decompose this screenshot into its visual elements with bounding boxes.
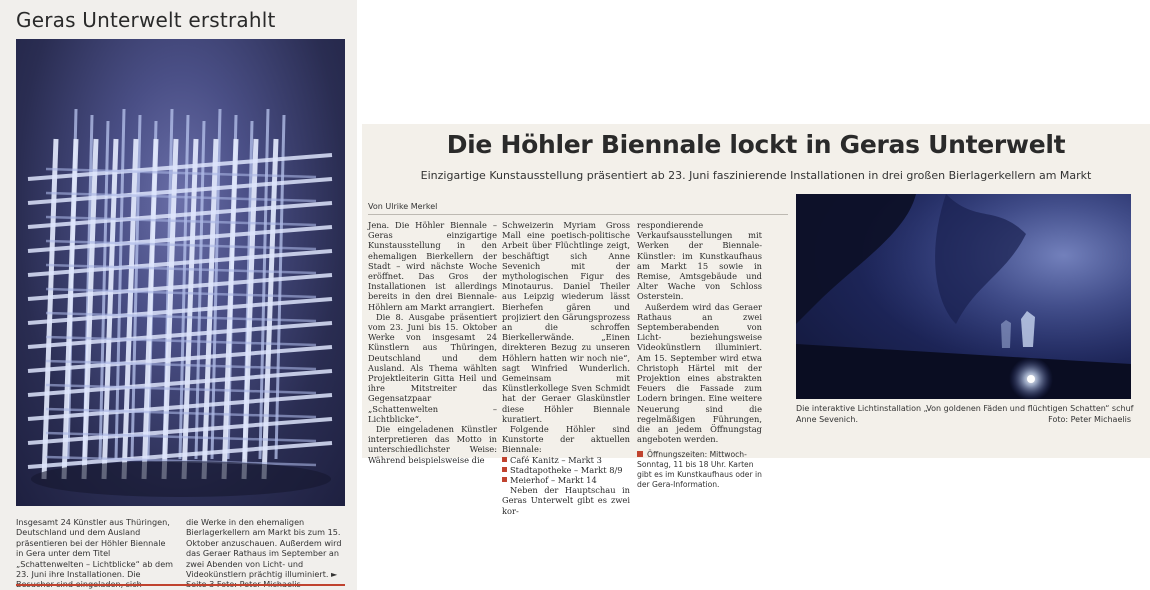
left-caption-col1: Insgesamt 24 Künstler aus Thüringen, Deutschland und dem Ausland präsentieren bei der Höhler Biennale in Gera unter dem Titel „Schattenwelten – Lichtblicke“ ab dem 23. Juni ihre Installationen. Die xyxy=(16,517,174,580)
byline: Von Ulrike Merkel xyxy=(368,202,438,211)
cellar-scene-graphic xyxy=(796,194,1131,399)
paragraph: Schweizerin Myriam Gross Mall eine poetisch-politische Arbeit über Flüchtlinge zeigt, beschäftigt sich Anne Sevenich mit der mythologischen Figur des Minotaurus. Daniel Theiler aus Leipzig wiederum lässt Bierhefen gären und projiziert den Gärungsprozess an die schroffen Bierkellerwände. „Einen direkteren Bezug zu unseren Höhlern hatten wir noch nie“, sagt Winfried Wunderlich. Gemeinsam mit Künstlerkollege Sven Schmidt hat der Geraer Glaskünstler diese Höhler Biennale kuratiert. xyxy=(502,220,630,424)
lattice-bar xyxy=(44,139,56,479)
paragraph: Neben der Hauptschau in Geras Unterwelt gibt es zwei kor- xyxy=(502,485,630,516)
accent-rule xyxy=(16,584,345,586)
left-headline: Geras Unterwelt erstrahlt xyxy=(16,8,276,32)
left-clipping xyxy=(0,0,357,590)
opening-hours-info: Öffnungszeiten: Mittwoch-Sonntag, 11 bis 18 Uhr. Karten gibt es im Kunstkaufhaus oder in der Gera-Information. xyxy=(637,450,762,490)
paragraph: Die eingeladenen Künstler interpretieren das Motto in unterschiedlichster Weise: Während beispielsweise die xyxy=(368,424,497,465)
location-item: Meierhof – Markt 14 xyxy=(502,475,630,485)
lattice-shadow xyxy=(31,461,331,497)
byline-divider xyxy=(368,214,788,215)
lattice-sculpture-graphic xyxy=(16,39,345,506)
lattice-installation-photo xyxy=(16,39,345,506)
paragraph: respondierende Verkaufsausstellungen mit Werken der Biennale-Künstler: im Kunstkaufhaus am Markt 15 sowie in Remise, Amtsgebäude und Alter Wache von Schloss Osterstein. xyxy=(637,220,762,302)
article-subtitle: Einzigartige Kunstausstellung präsentiert ab 23. Juni faszinierende Installationen in drei großen Bierlagerkellern am Markt xyxy=(420,169,1092,182)
right-photo-caption: Die interaktive Lichtinstallation „Von goldenen Fäden und flüchtigen Schatten“ schuf Anne Sevenich. xyxy=(796,404,1134,424)
location-item: Stadtapotheke – Markt 8/9 xyxy=(502,465,630,475)
bullet-square-icon xyxy=(502,457,507,462)
right-clipping xyxy=(362,124,1150,516)
location-item: Café Kanitz – Markt 3 xyxy=(502,455,630,465)
info-square-icon xyxy=(637,451,643,457)
paragraph: Die 8. Ausgabe präsentiert vom 23. Juni bis 15. Oktober Werke von insgesamt 24 Künstlern aus Thüringen, Deutschland und dem Ausland. Als Thema wählten Projektleiterin Gitta Heil und ihre Mitstreiter das Gegensatzpaar „Schattenwelten – Lichtblicke“. xyxy=(368,311,497,424)
page-reference: ► xyxy=(331,569,338,580)
paragraph: Jena. Die Höhler Biennale – Geras einzigartige Kunstausstellung in den ehemaligen Bierkellern der Stadt – wird nächste Woche eröffnet. Das Gros der Installationen ist allerdings bereits in den drei Biennale-Höhlern am Markt arrangiert. xyxy=(368,220,497,312)
article-column-2 xyxy=(502,220,630,516)
light-installation-photo xyxy=(796,194,1131,399)
left-caption-col2: die Werke in den ehemaligen Bierlagerkellern am Markt bis zum 15. Oktober anzuschauen. Außerdem wird das Geraer Rathaus im September an zwei Abenden von Licht- und Videokünstlern prächtig illuminiert. ► xyxy=(186,517,344,590)
article-title: Die Höhler Biennale lockt in Geras Unterwelt xyxy=(446,130,1066,159)
article-column-1 xyxy=(368,220,497,465)
bullet-square-icon xyxy=(502,467,507,472)
article-column-3 xyxy=(637,220,762,490)
paragraph: Folgende Höhler sind Kunstorte der aktuellen Biennale: xyxy=(502,424,630,455)
paragraph: Außerdem wird das Geraer Rathaus an zwei Septemberabenden von Licht- beziehungsweise Videokünstlern illuminiert. Am 15. September wird etwa Christoph Härtel mit der Projektion eines abstrakten Feuers die Fassade zum Lodern bringen. Eine weitere Neuerung sind die regelmäßigen Führungen, die an jedem Öffnungstag angeboten werden. xyxy=(637,301,762,445)
right-photo-credit: Foto: Peter Michaelis xyxy=(1048,415,1131,424)
bullet-square-icon xyxy=(502,477,507,482)
left-photo-caption xyxy=(16,517,345,581)
